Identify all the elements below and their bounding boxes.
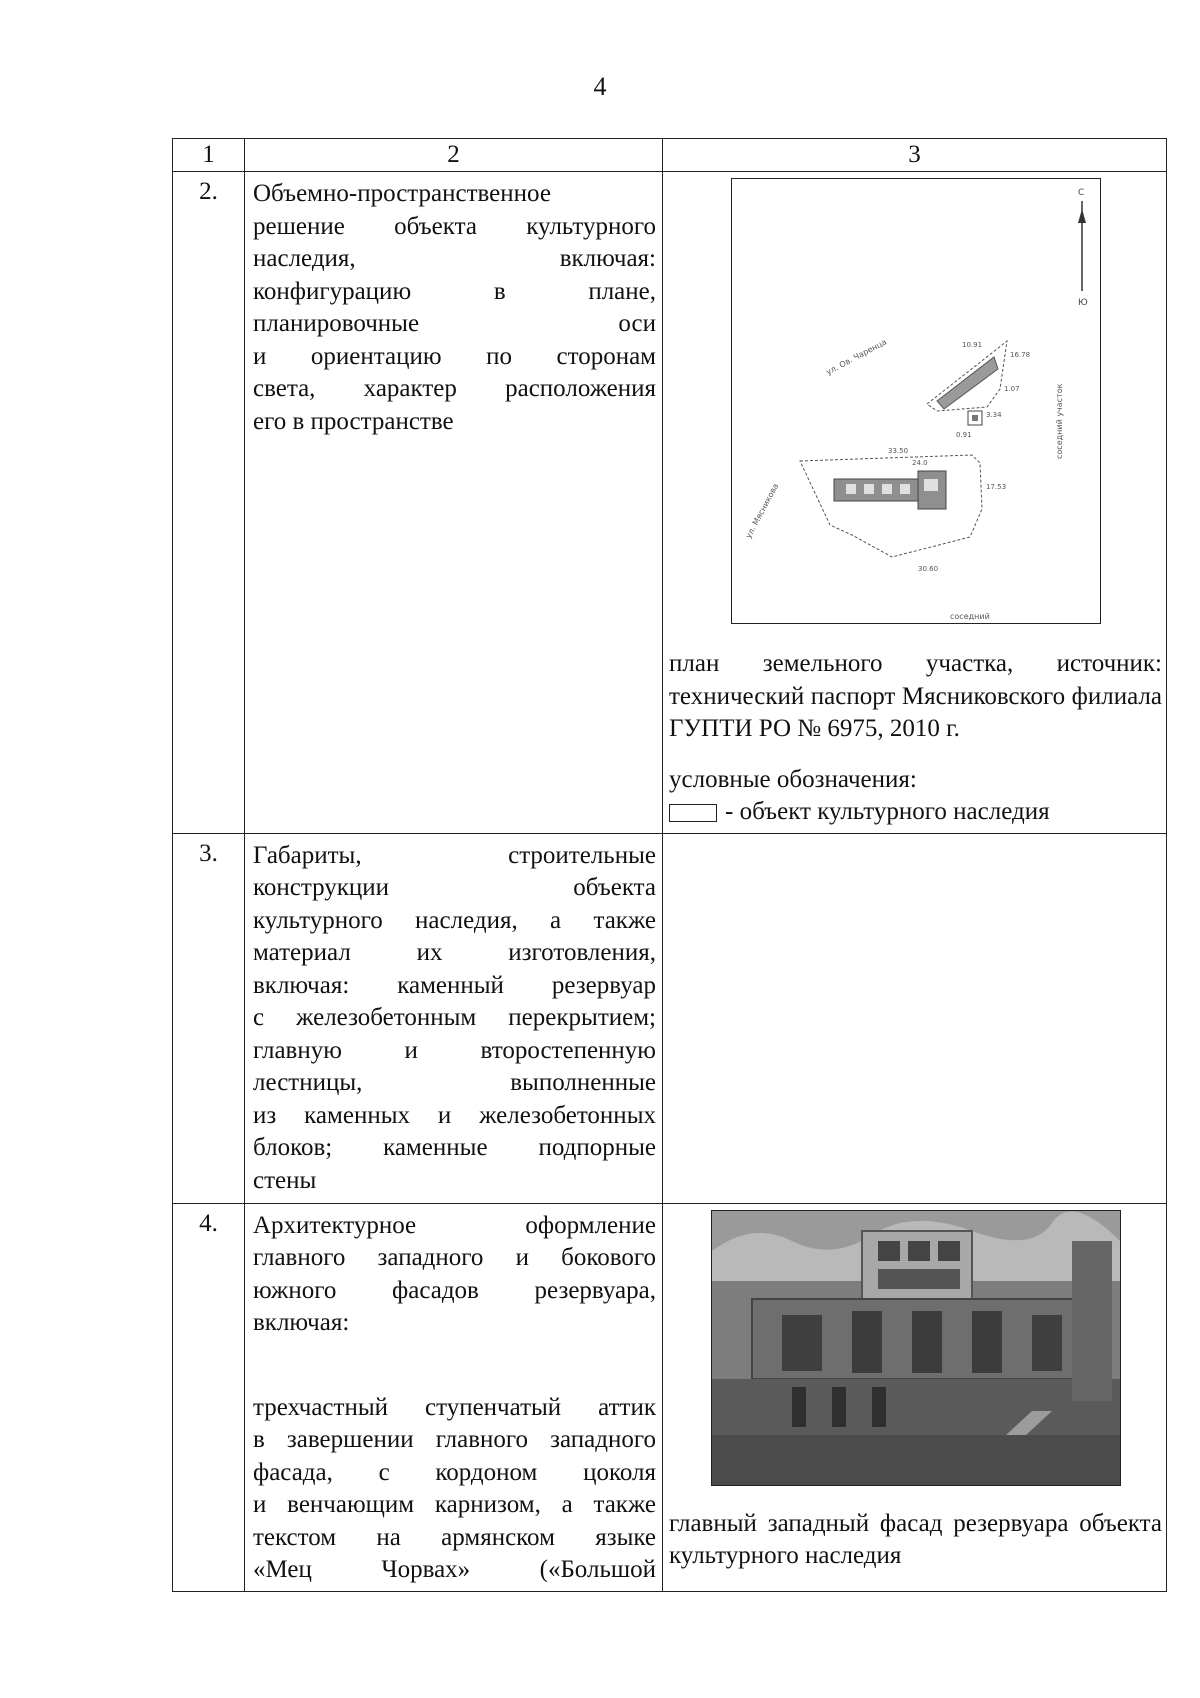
window-mark xyxy=(924,479,938,491)
text-line: его в пространстве xyxy=(253,407,454,435)
dimension-label: 10.91 xyxy=(961,341,982,349)
row-number: 4. xyxy=(173,1203,245,1591)
text-line: в завершении главного западного xyxy=(253,1426,656,1453)
text-line: культурного наследия, а также xyxy=(253,906,656,934)
facade-photo xyxy=(711,1210,1121,1486)
text-line: материал их изготовления, xyxy=(253,939,656,966)
arrow-head-icon xyxy=(1078,209,1086,223)
text-line: конфигурацию в плане, xyxy=(253,277,656,305)
dimension-label: 0.91 xyxy=(955,431,972,439)
dimension-label: 16.78 xyxy=(1009,351,1030,359)
street-label: ул. Мясникова xyxy=(743,482,780,540)
row-description xyxy=(245,1203,663,1591)
site-plan-figure xyxy=(731,178,1101,624)
text-line: и венчающим карнизом, а также xyxy=(253,1491,656,1518)
legend-swatch xyxy=(669,804,717,822)
text-line: наследия, включая: xyxy=(253,245,656,272)
text-line: Габариты, строительные xyxy=(253,841,656,869)
text-line: Объемно-пространственное xyxy=(253,180,551,207)
text-line: блоков; каменные подпорные xyxy=(253,1134,656,1161)
text-line: света, характер расположения xyxy=(253,375,656,402)
dimension-label: 1.07 xyxy=(1003,385,1020,393)
window-mark xyxy=(900,484,910,494)
north-label: С xyxy=(1077,188,1084,198)
text-line: из каменных и железобетонных xyxy=(253,1101,656,1129)
text-line: южного фасадов резервуара, xyxy=(253,1276,656,1304)
neighbor-label: соседний участок xyxy=(1054,383,1064,459)
row-illustration xyxy=(663,172,1167,834)
text-line: включая: xyxy=(253,1309,350,1336)
text-line: конструкции объекта xyxy=(253,874,656,901)
dimension-label: 24.0 xyxy=(911,459,928,467)
text-line: фасада, с кордоном цоколя xyxy=(253,1458,656,1486)
table-row xyxy=(173,1203,1167,1591)
neighbor-label: соседний xyxy=(949,612,990,621)
legend-item xyxy=(669,796,1162,829)
site-plan-drawing xyxy=(732,179,1100,623)
table-row xyxy=(173,833,1167,1203)
row-empty-cell xyxy=(663,833,1167,1203)
text-line: планировочные оси xyxy=(253,310,656,337)
figure-caption: главный западный фасад резервуара объекта культурного наследия xyxy=(669,1509,1162,1569)
dimension-label: 17.53 xyxy=(985,483,1006,491)
window-mark xyxy=(882,484,892,494)
window-mark xyxy=(864,484,874,494)
document-table xyxy=(172,138,1167,1592)
table-row xyxy=(173,172,1167,834)
street-label: ул. Ов. Чаренца xyxy=(824,337,888,377)
text-line: трехчастный ступенчатый аттик xyxy=(253,1393,656,1421)
text-line: главную и второстепенную xyxy=(253,1036,656,1064)
small-structure-core xyxy=(972,415,978,421)
header-cell-1: 1 xyxy=(173,139,245,172)
row-illustration xyxy=(663,1203,1167,1591)
text-line: главного западного и бокового xyxy=(253,1244,656,1271)
legend-label: - объект культурного наследия xyxy=(725,798,1050,825)
row-description xyxy=(245,172,663,834)
text-line: решение объекта культурного xyxy=(253,212,656,240)
south-label: Ю xyxy=(1077,298,1088,308)
dimension-label: 30.60 xyxy=(917,565,938,573)
text-line: текстом на армянском языке xyxy=(253,1523,656,1551)
row-description xyxy=(245,833,663,1203)
text-line: «Мец Чорвах» («Большой xyxy=(253,1556,656,1583)
legend-title: условные обозначения: xyxy=(669,765,917,793)
text-line: Архитектурное оформление xyxy=(253,1211,656,1239)
page-number: 4 xyxy=(593,72,607,101)
text-line: включая: каменный резервуар xyxy=(253,971,656,999)
dimension-label: 33.50 xyxy=(887,447,908,455)
figure-caption: план земельного участка, источник: технический паспорт Мясниковского филиала ГУПТИ РО № 6975, 2010 г. xyxy=(669,650,1162,742)
table-header-row xyxy=(173,139,1167,172)
facade-photo-image xyxy=(712,1211,1120,1485)
dimension-label: 3.34 xyxy=(985,411,1002,419)
text-line: с железобетонным перекрытием; xyxy=(253,1004,656,1031)
text-line: и ориентацию по сторонам xyxy=(253,342,656,370)
text-line: лестницы, выполненные xyxy=(253,1069,656,1096)
text-line: стены xyxy=(253,1166,317,1194)
window-mark xyxy=(846,484,856,494)
row-number: 3. xyxy=(173,833,245,1203)
row-number: 2. xyxy=(173,172,245,834)
main-parcel-outline xyxy=(800,455,982,557)
header-cell-3: 3 xyxy=(663,139,1167,172)
upper-building-shape xyxy=(937,357,998,409)
header-cell-2: 2 xyxy=(245,139,663,172)
